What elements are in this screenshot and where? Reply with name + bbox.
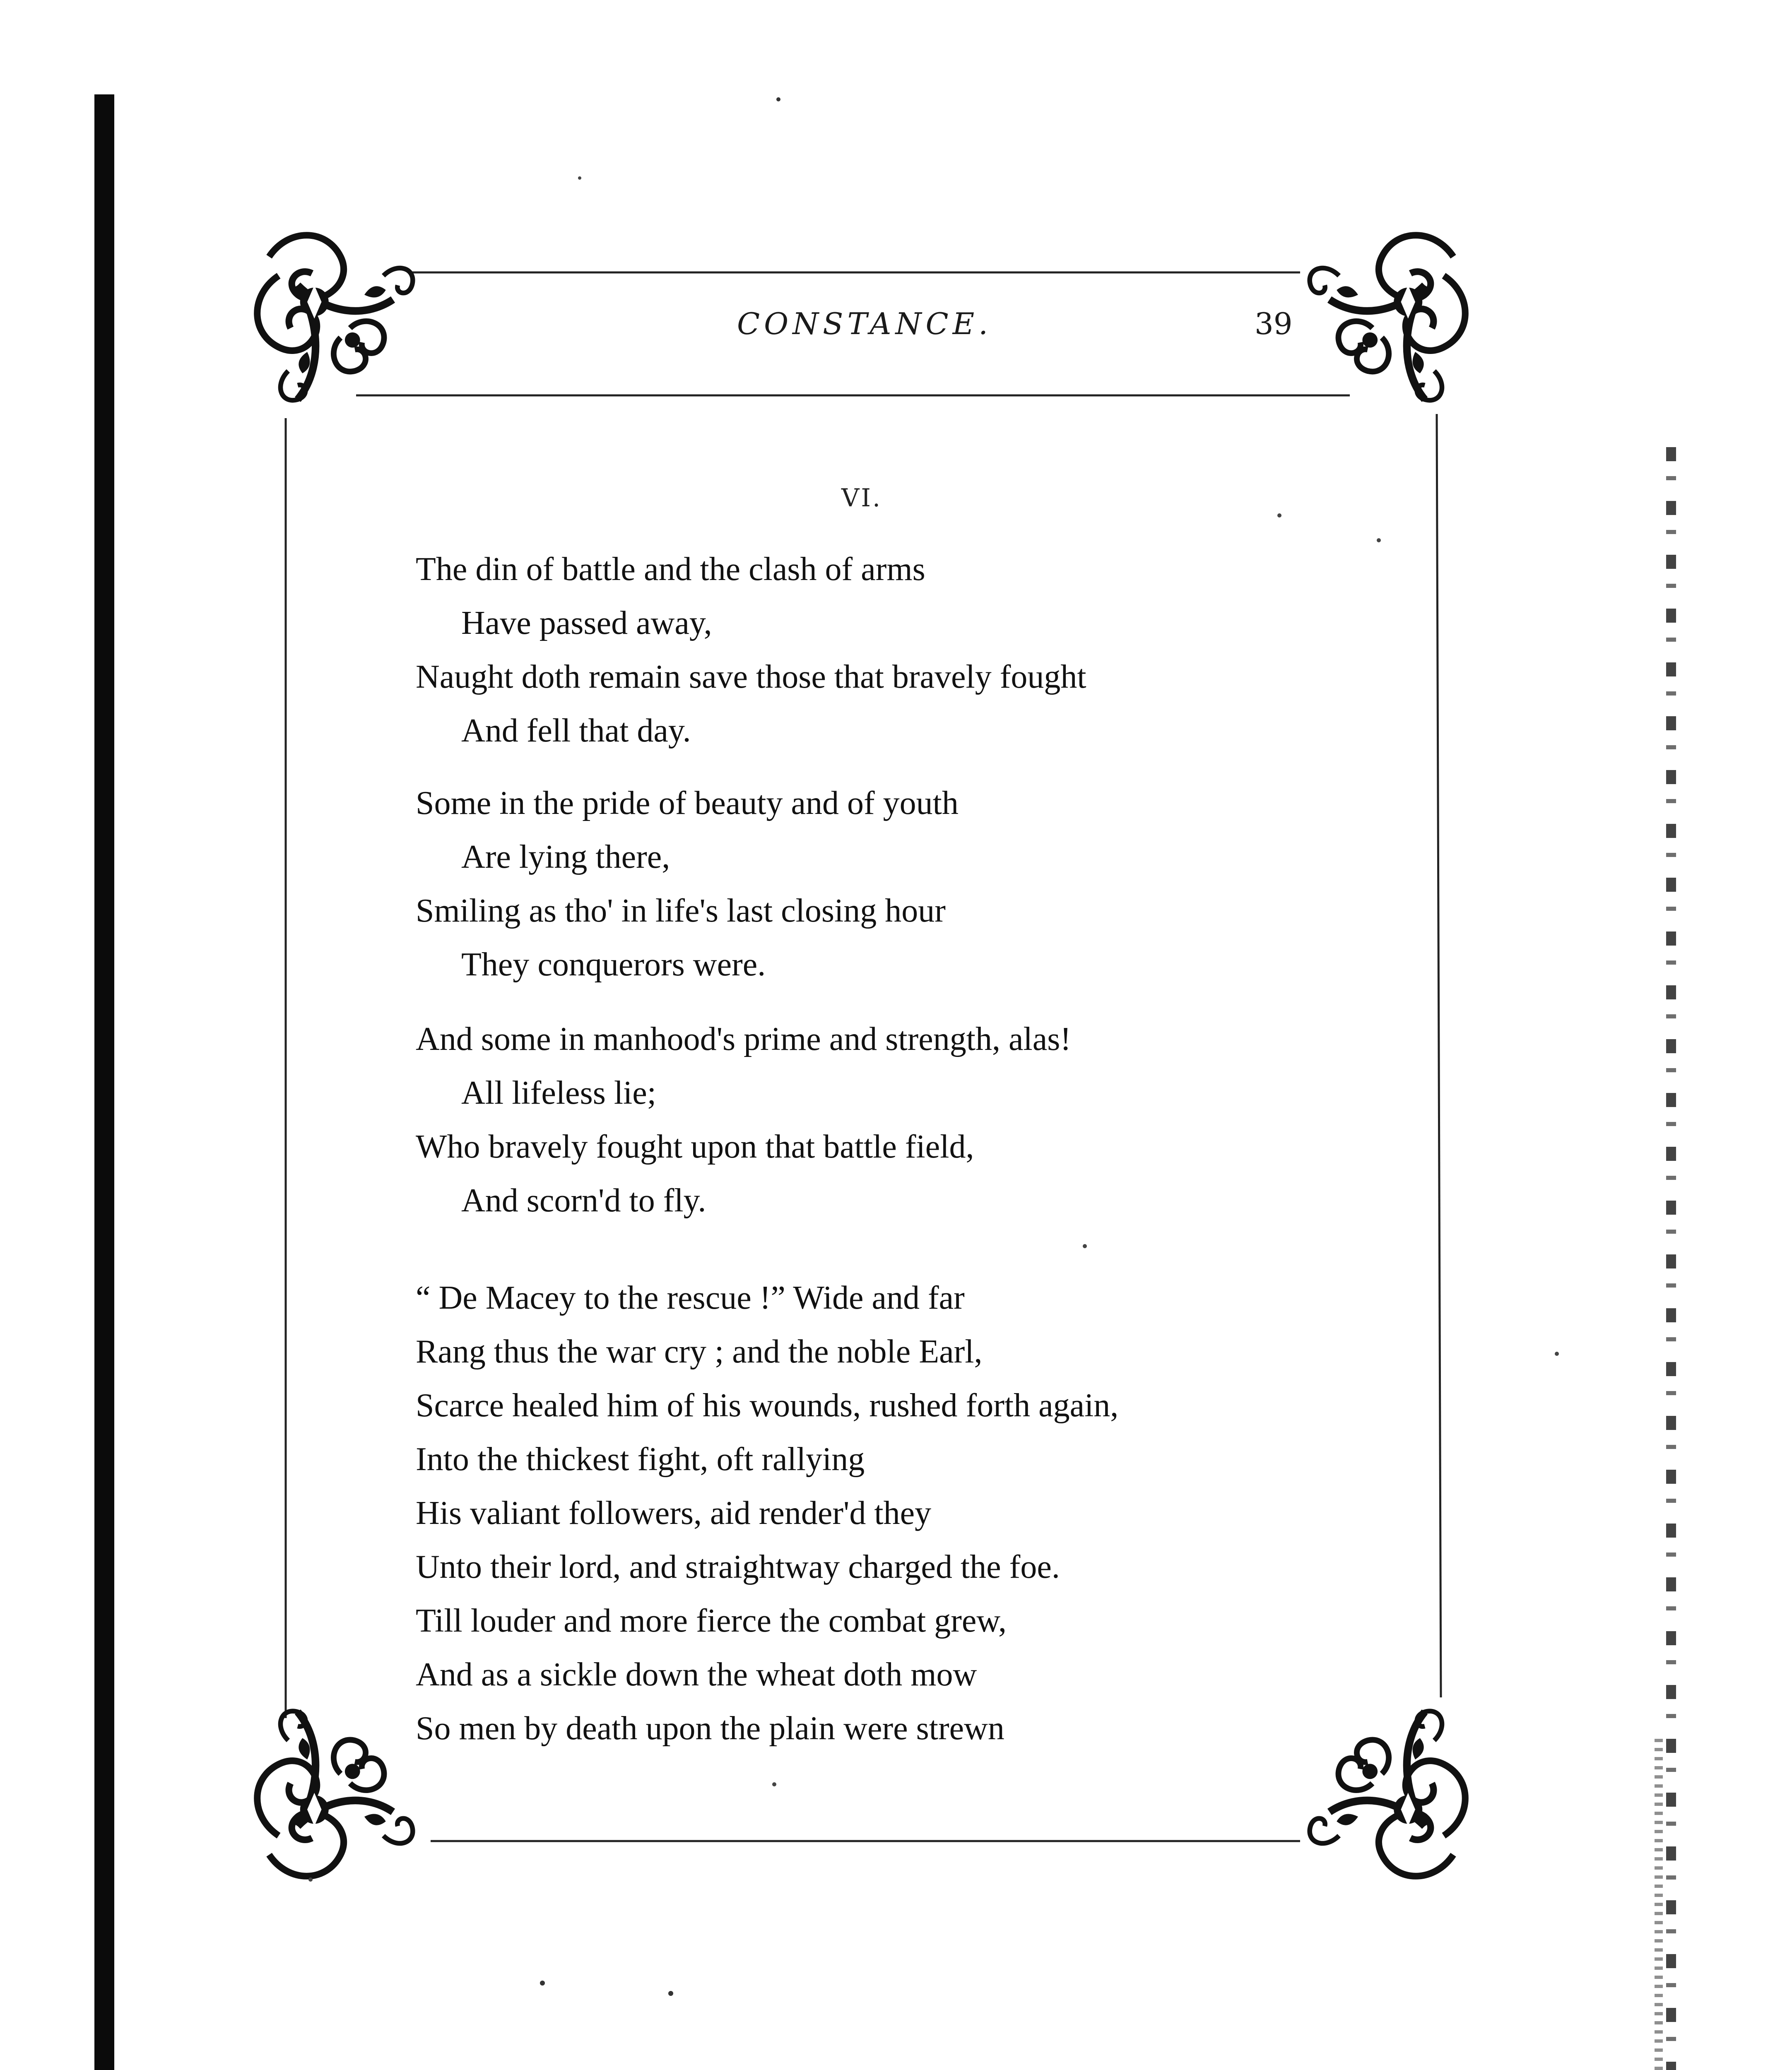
poem-line: The din of battle and the clash of arms [416, 551, 925, 587]
poem-line: And scorn'd to fly. [461, 1182, 706, 1219]
page-number: 39 [1255, 306, 1293, 341]
poem-line: “ De Macey to the rescue !” Wide and far [416, 1280, 965, 1316]
poem-line: Have passed away, [461, 605, 712, 641]
poem-line: And fell that day. [461, 712, 691, 749]
poem-line: Who bravely fought upon that battle field, [416, 1129, 974, 1165]
poem-line: Some in the pride of beauty and of youth [416, 785, 959, 821]
poem-line: His valiant followers, aid render'd they [416, 1495, 932, 1531]
poem-line: Are lying there, [461, 839, 670, 875]
poem-line: They conquerors were. [461, 946, 766, 983]
poem-line: Scarce healed him of his wounds, rushed forth again, [416, 1387, 1119, 1424]
poem-line: Till louder and more fierce the combat grew, [416, 1603, 1007, 1639]
poem-line: Rang thus the war cry ; and the noble Earl, [416, 1333, 983, 1370]
poem-line: Unto their lord, and straightway charged the foe. [416, 1549, 1060, 1585]
poem-line: Smiling as tho' in life's last closing hour [416, 893, 946, 929]
poem-line: All lifeless lie; [461, 1075, 657, 1111]
running-header-title: CONSTANCE. [737, 306, 992, 341]
poem-line: So men by death upon the plain were strewn [416, 1710, 1004, 1747]
poem-line: Naught doth remain save those that bravely fought [416, 659, 1086, 695]
poem-line: And as a sickle down the wheat doth mow [416, 1656, 977, 1693]
poem-line: And some in manhood's prime and strength, alas! [416, 1021, 1072, 1057]
section-number: VI. [841, 484, 882, 513]
poem-line: Into the thickest fight, oft rallying [416, 1441, 865, 1478]
